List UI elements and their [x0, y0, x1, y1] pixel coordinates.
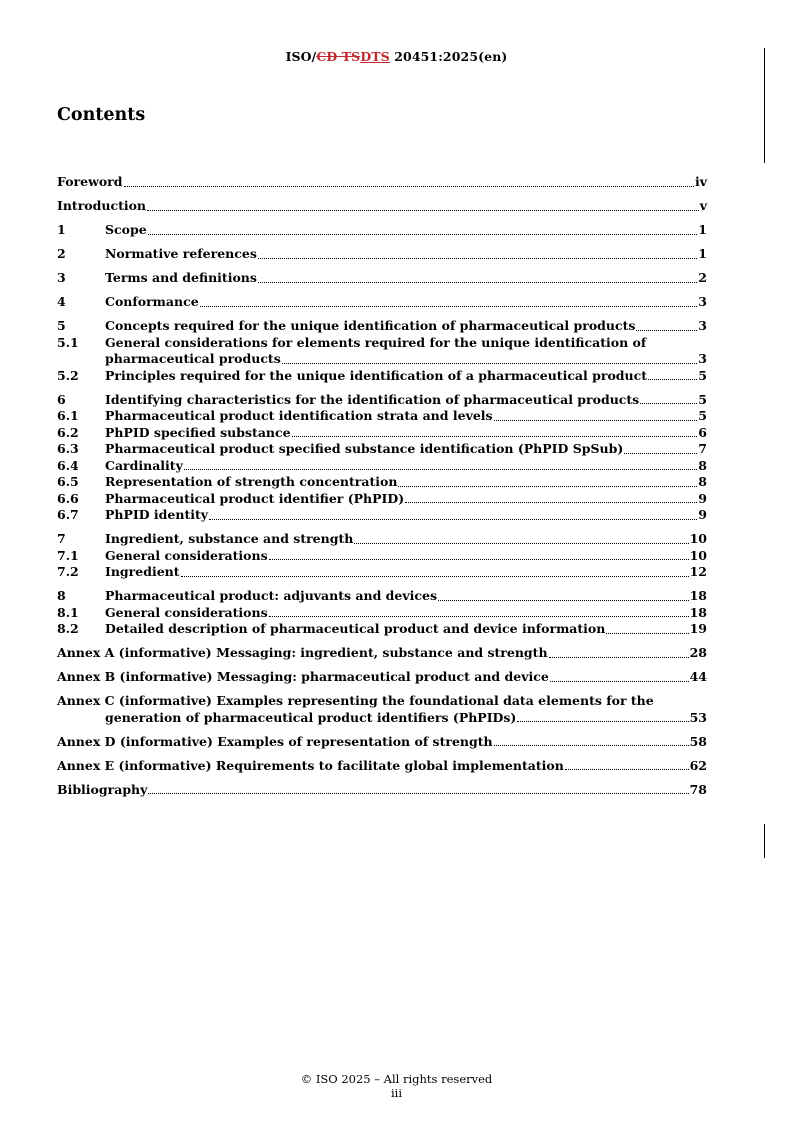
toc-entry-page: 18 — [689, 604, 707, 620]
toc-entry-6-1[interactable] — [57, 408, 707, 425]
toc-entry-number: 6.1 — [57, 408, 79, 423]
toc-entry-page: 28 — [689, 645, 707, 660]
toc-entry-title: Annex E (informative) Requirements to facilitate global implementation — [57, 757, 564, 773]
toc-entry-page: 3 — [698, 351, 707, 366]
header-inserted-text: DTS — [360, 49, 390, 64]
toc-entry-7-1[interactable] — [57, 548, 707, 565]
toc-entry-title: Annex C (informative) Examples representing the foundational data elements for the — [57, 693, 654, 708]
document-header — [0, 49, 793, 64]
dot-leader — [648, 379, 697, 380]
toc-entry-title: Annex A (informative) Messaging: ingredient, substance and strength — [57, 645, 548, 660]
toc-entry-number: 6.7 — [57, 507, 79, 522]
toc-entry-8-1[interactable] — [57, 605, 707, 622]
toc-entry-title: General considerations for elements required for the unique identification of — [105, 334, 647, 350]
dot-leader — [636, 330, 697, 331]
toc-entry-number: 8.2 — [57, 621, 79, 636]
toc-entry-7-2[interactable] — [57, 564, 707, 581]
toc-entry-number: 4 — [57, 294, 66, 309]
toc-entry-page: 18 — [689, 588, 707, 603]
dot-leader — [209, 519, 697, 520]
dot-leader — [269, 559, 689, 560]
toc-entry-page: 3 — [698, 294, 707, 309]
dot-leader — [292, 436, 698, 437]
header-prefix: ISO/ — [285, 49, 317, 64]
toc-entry-number: 7.2 — [57, 564, 79, 579]
toc-entry-5-2[interactable] — [57, 368, 707, 385]
dot-leader — [184, 469, 697, 470]
toc-entry-page: 44 — [689, 669, 707, 684]
toc-entry-bibliography[interactable] — [57, 782, 707, 799]
header-suffix: 20451:2025(en) — [389, 49, 508, 64]
toc-entry-title: Annex D (informative) Examples of representation of strength — [57, 733, 493, 749]
dot-leader — [606, 633, 688, 634]
change-bar-top — [764, 48, 765, 163]
toc-entry-title: Terms and definitions — [105, 270, 257, 285]
toc-entry-page: 9 — [698, 507, 707, 522]
toc-entry-number: 5.2 — [57, 367, 79, 383]
toc-entry-title: Conformance — [105, 294, 199, 309]
copyright-notice: © ISO 2025 – All rights reserved — [300, 1072, 493, 1086]
dot-leader — [181, 576, 689, 577]
toc-entry-1[interactable] — [57, 222, 707, 239]
toc-entry-page: 6 — [698, 424, 707, 440]
toc-entry-title: Scope — [105, 222, 147, 237]
toc-entry-introduction[interactable] — [57, 198, 707, 215]
toc-entry-7[interactable] — [57, 531, 707, 548]
toc-entry-page: 7 — [698, 441, 707, 456]
toc-entry-title: Cardinality — [105, 457, 183, 473]
toc-entry-page: 8 — [698, 457, 707, 473]
dot-leader — [640, 403, 697, 404]
toc-entry-title: Introduction — [57, 198, 147, 213]
toc-entry-annex-a[interactable] — [57, 645, 707, 662]
toc-entry-page: 53 — [689, 709, 707, 725]
toc-entry-8-2[interactable] — [57, 621, 707, 638]
toc-entry-title-continued: pharmaceutical products — [105, 351, 281, 366]
toc-entry-page: 10 — [689, 531, 707, 546]
dot-leader — [550, 681, 689, 682]
dot-leader — [148, 793, 688, 794]
toc-entry-number: 8 — [57, 588, 66, 603]
toc-entry-title: General considerations — [105, 547, 268, 563]
toc-entry-title: Principles required for the unique identification of a pharmaceutical product — [105, 367, 648, 383]
header-deleted-text: CD TS — [316, 49, 361, 64]
dot-leader — [258, 282, 697, 283]
toc-entry-annex-d[interactable] — [57, 734, 707, 751]
table-of-contents — [57, 174, 707, 798]
dot-leader — [624, 453, 697, 454]
toc-entry-annex-b[interactable] — [57, 669, 707, 686]
toc-entry-annex-e[interactable] — [57, 758, 707, 775]
toc-entry-number: 8.1 — [57, 604, 79, 620]
page-footer — [0, 1072, 793, 1100]
dot-leader — [200, 306, 698, 307]
dot-leader — [269, 616, 689, 617]
dot-leader — [517, 721, 688, 722]
toc-entry-title: PhPID specified substance — [105, 424, 291, 440]
change-bar-bottom — [764, 824, 765, 858]
toc-entry-6[interactable] — [57, 392, 707, 409]
toc-entry-title-continued: generation of pharmaceutical product identifiers (PhPIDs) — [105, 709, 517, 725]
toc-entry-number: 6.2 — [57, 424, 79, 440]
toc-entry-title: Normative references — [105, 246, 257, 261]
toc-entry-page: 10 — [689, 547, 707, 563]
toc-entry-4[interactable] — [57, 294, 707, 311]
dot-leader — [124, 186, 694, 187]
toc-entry-number: 6.4 — [57, 457, 79, 473]
toc-entry-page: 78 — [689, 781, 707, 797]
toc-entry-title: Representation of strength concentration — [105, 474, 398, 489]
toc-entry-3[interactable] — [57, 270, 707, 287]
toc-entry-title: Pharmaceutical product specified substance identification (PhPID SpSub) — [105, 441, 624, 456]
toc-entry-title: General considerations — [105, 604, 268, 620]
toc-entry-page: iv — [694, 174, 707, 189]
dot-leader — [494, 420, 698, 421]
toc-entry-page: 5 — [698, 408, 707, 423]
toc-entry-number: 3 — [57, 270, 66, 285]
dot-leader — [405, 502, 697, 503]
toc-entry-title: Annex B (informative) Messaging: pharmaceutical product and device — [57, 669, 549, 684]
toc-entry-number: 1 — [57, 222, 66, 237]
dot-leader — [398, 486, 697, 487]
toc-entry-number: 7.1 — [57, 547, 79, 563]
page-number: iii — [390, 1086, 403, 1100]
toc-entry-8[interactable] — [57, 588, 707, 605]
toc-entry-page: 2 — [698, 270, 707, 285]
page-title: Contents — [57, 105, 146, 125]
toc-entry-page: 3 — [698, 318, 707, 333]
toc-entry-6-5[interactable] — [57, 474, 707, 491]
toc-entry-title: Bibliography — [57, 781, 148, 797]
toc-entry-title: Detailed description of pharmaceutical product and device information — [105, 621, 606, 636]
toc-entry-5[interactable] — [57, 318, 707, 335]
dot-leader — [565, 769, 689, 770]
toc-entry-title: Ingredient — [105, 564, 180, 579]
toc-entry-title: Foreword — [57, 174, 123, 189]
toc-entry-6-7[interactable] — [57, 507, 707, 524]
toc-entry-page: 12 — [689, 564, 707, 579]
toc-entry-6-2[interactable] — [57, 425, 707, 442]
toc-entry-title: Pharmaceutical product identifier (PhPID) — [105, 490, 405, 506]
toc-entry-number: 7 — [57, 531, 66, 546]
toc-entry-5-1[interactable] — [57, 335, 707, 368]
dot-leader — [438, 600, 689, 601]
dot-leader — [258, 258, 697, 259]
toc-entry-page: v — [699, 198, 707, 213]
dot-leader — [354, 543, 688, 544]
toc-entry-number: 2 — [57, 246, 66, 261]
toc-entry-page: 1 — [698, 222, 707, 237]
toc-entry-6-4[interactable] — [57, 458, 707, 475]
toc-entry-title: Identifying characteristics for the identification of pharmaceutical products — [105, 391, 640, 407]
toc-entry-foreword[interactable] — [57, 174, 707, 191]
toc-entry-title: Concepts required for the unique identification of pharmaceutical products — [105, 318, 636, 333]
dot-leader — [148, 234, 698, 235]
toc-entry-2[interactable] — [57, 246, 707, 263]
dot-leader — [282, 363, 698, 364]
toc-entry-page: 58 — [689, 733, 707, 749]
toc-entry-6-3[interactable] — [57, 441, 707, 458]
toc-entry-title: Ingredient, substance and strength — [105, 531, 354, 546]
dot-leader — [147, 210, 699, 211]
toc-entry-number: 5 — [57, 318, 66, 333]
toc-entry-number: 6.5 — [57, 474, 79, 489]
toc-entry-number: 6 — [57, 391, 66, 407]
toc-entry-page: 9 — [698, 490, 707, 506]
toc-entry-number: 5.1 — [57, 334, 79, 350]
toc-entry-annex-c[interactable] — [57, 693, 707, 726]
toc-entry-6-6[interactable] — [57, 491, 707, 508]
toc-entry-number: 6.3 — [57, 441, 79, 456]
toc-entry-number: 6.6 — [57, 490, 79, 506]
toc-entry-title: Pharmaceutical product: adjuvants and devices — [105, 588, 437, 603]
toc-entry-title: PhPID identity — [105, 507, 209, 522]
toc-entry-title: Pharmaceutical product identification strata and levels — [105, 408, 493, 423]
toc-entry-page: 62 — [689, 757, 707, 773]
toc-entry-page: 5 — [698, 391, 707, 407]
toc-entry-page: 5 — [698, 367, 707, 383]
dot-leader — [494, 745, 689, 746]
dot-leader — [549, 657, 689, 658]
toc-entry-page: 19 — [689, 621, 707, 636]
toc-entry-page: 1 — [698, 246, 707, 261]
toc-entry-page: 8 — [698, 474, 707, 489]
